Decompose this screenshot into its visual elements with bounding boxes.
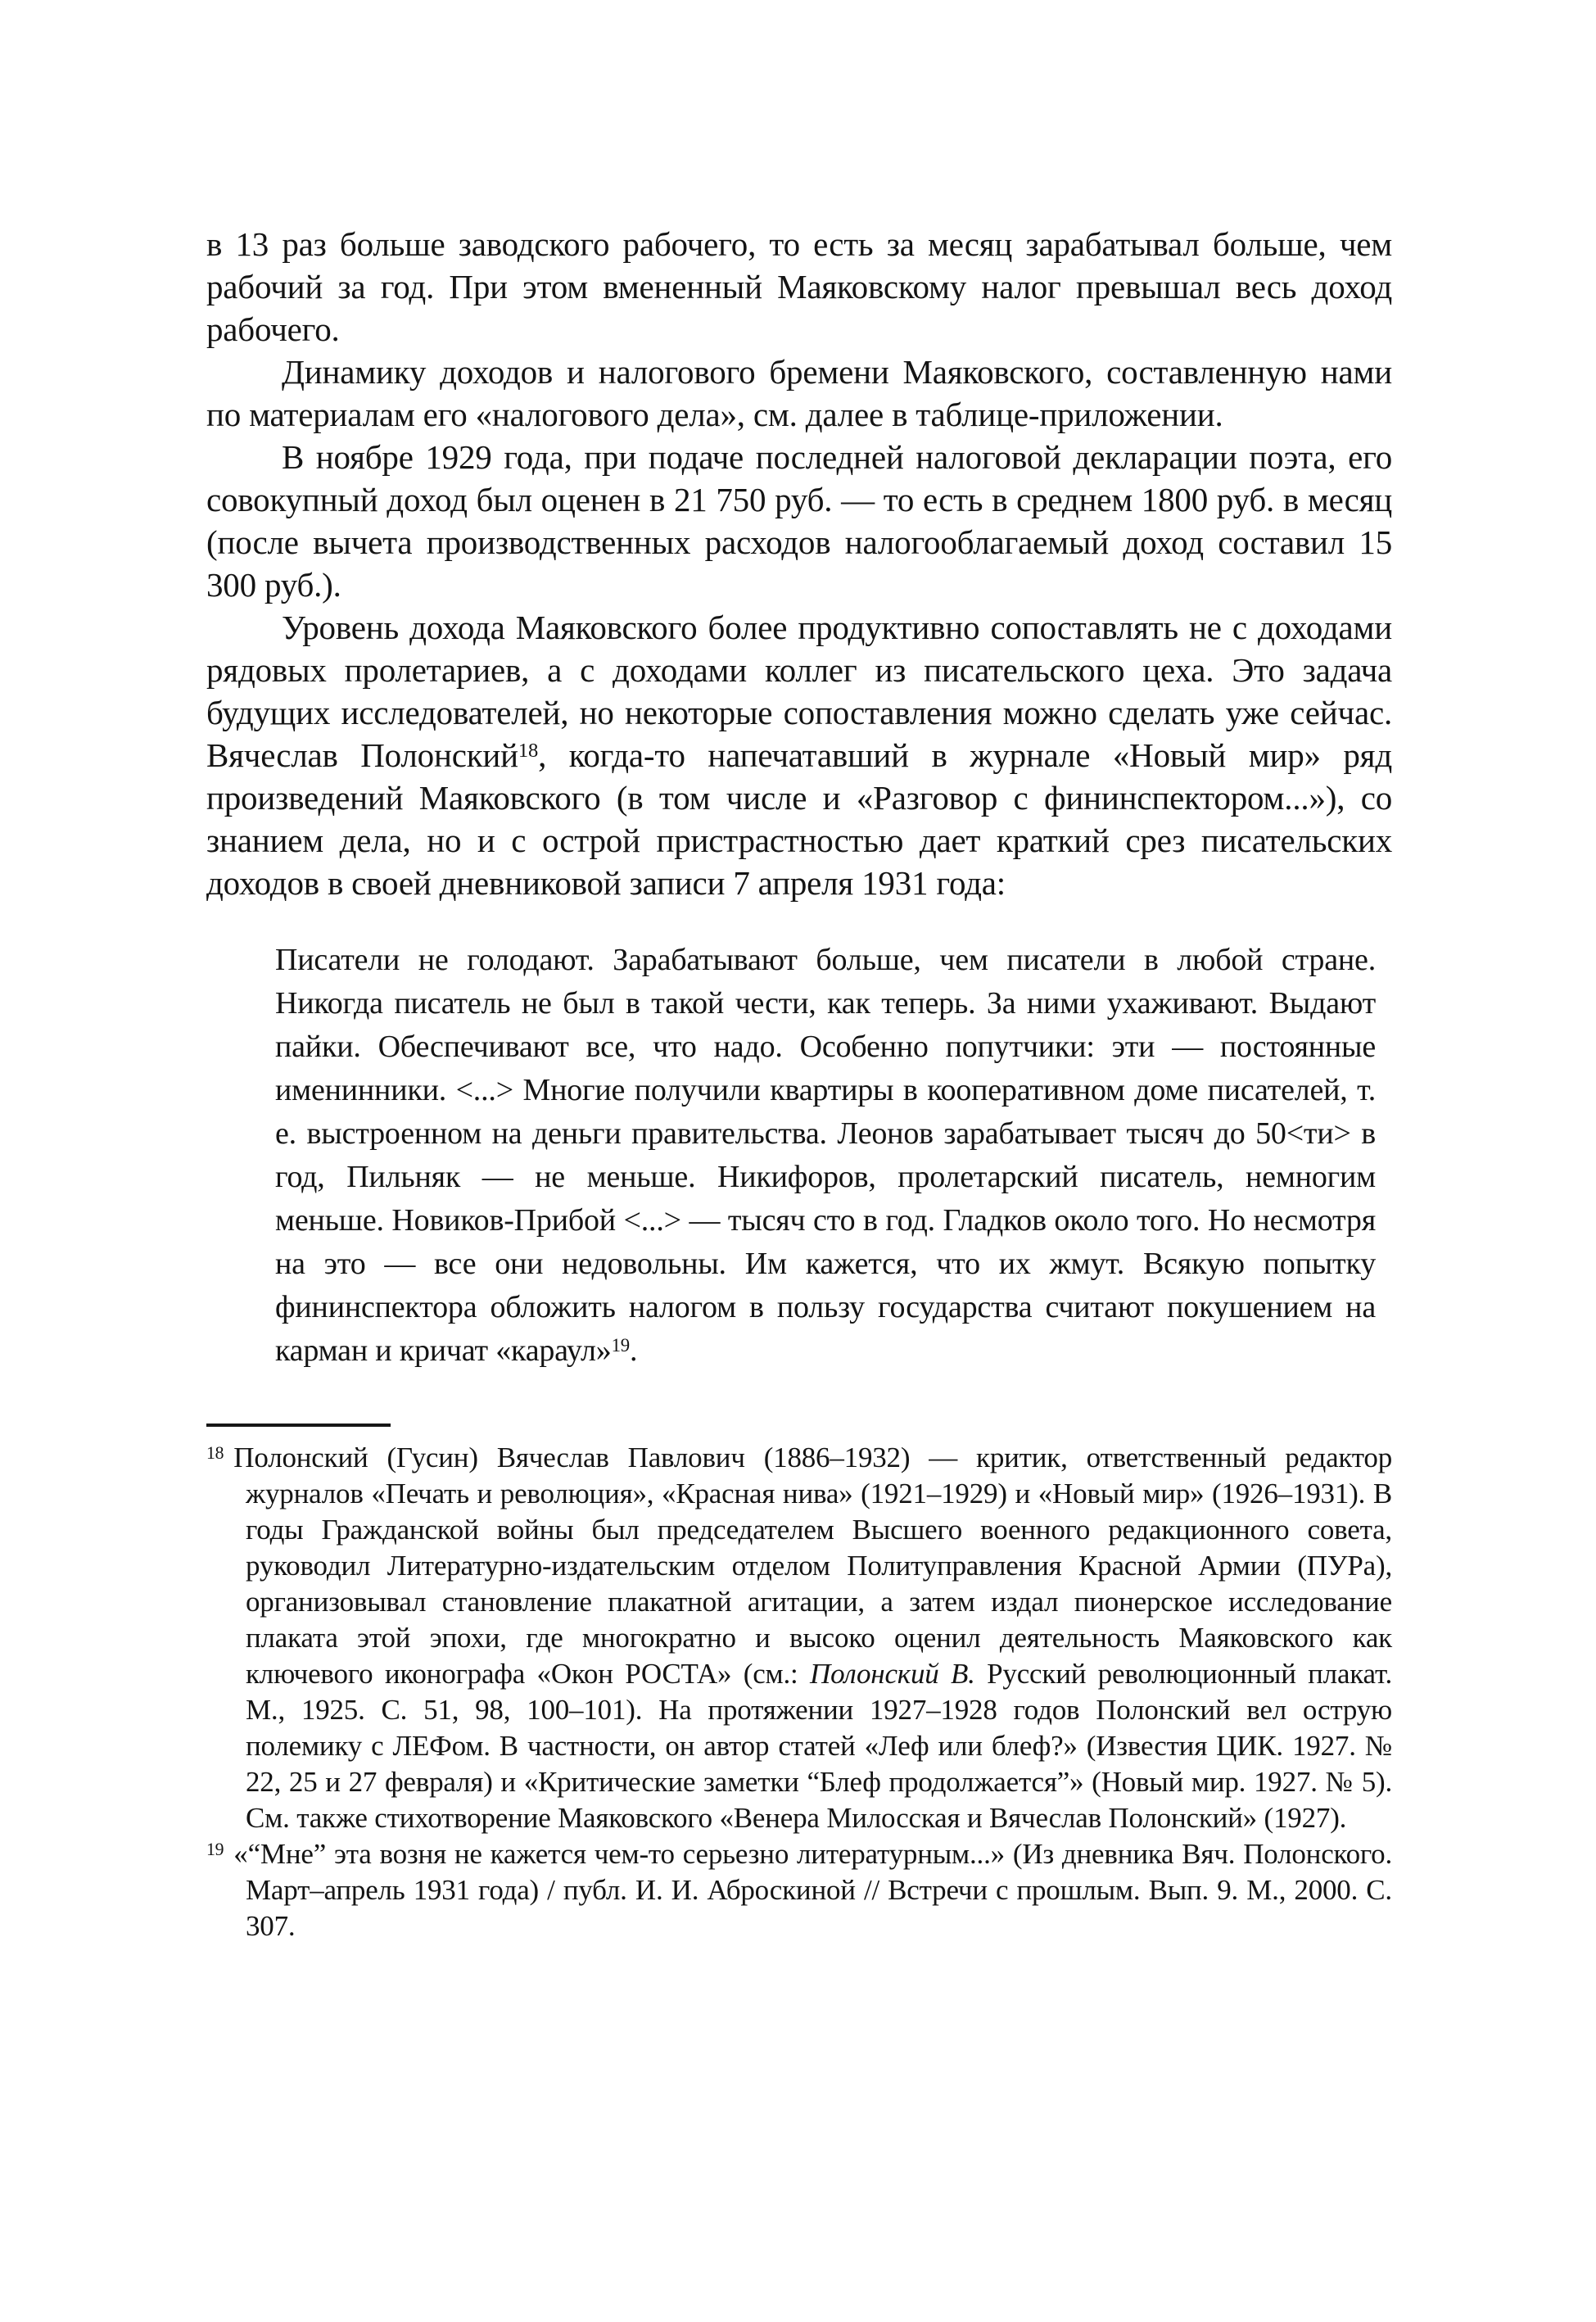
footnote-19-text: «“Мне” эта возня не кажется чем-то серьезно литературным...» (Из дневника Вяч. Полонского. Март–апрель 1931 года) / публ. И. И. Аброскиной // Встречи с прошлым. Вып. 9. М., 2000. С. 307. [233,1838,1392,1942]
diary-quote-period: . [630,1333,638,1368]
paragraph-continuation: в 13 раз больше заводского рабочего, то есть за месяц зарабатывал больше, чем рабочий за год. При этом вмененный Маяковскому налог превышал весь доход рабочего. [206,225,1392,348]
footnote-ref-19: 19 [611,1335,630,1356]
paragraph-polonsky-text-before: Уровень дохода Маяковского более продуктивно сопоставлять не с доходами рядовых пролетариев, а с доходами коллег из писательского цеха. Это задача будущих исследователей, но некоторые сопоставления можно сделать уже сейчас. Вячеслав Полонский [206,609,1392,774]
footnote-18 [206,1440,1392,1836]
footnote-19-marker: 19 [206,1840,224,1860]
diary-quote-text: Писатели не голодают. Зарабатывают больше, чем писатели в любой стране. Никогда писатель не был в такой чести, как теперь. За ними ухаживают. Выдают пайки. Обеспечивают все, что надо. Особенно попутчики: эти — постоянные именинники. <...> Многие получили квартиры в кооперативном доме писателей, т. е. выстроенном на деньги правительства. Леонов зарабатывает тысяч до 50<ти> в год, Пильняк — не меньше. Никифоров, пролетарский писатель, немногим меньше. Новиков-Прибой <...> — тысяч сто в год. Гладков около того. Но несмотря на это — все они недовольны. Им кажется, что их жмут. Всякую попытку фининспектора обложить налогом в пользу государства считают покушением на карман и кричат «караул» [275,943,1376,1368]
footnote-18-text-before-italic: Полонский (Гусин) Вячеслав Павлович (1886–1932) — критик, ответственный редактор журналов «Печать и революция», «Красная нива» (1921–1929) и «Новый мир» (1926–1931). В годы Гражданской войны был председателем Высшего военного редакционного совета, руководил Литературно-издательским отделом Политуправления Красной Армии (ПУРа), организовывал становление плакатной агитации, а затем издал пионерское исследование плаката этой эпохи, где многократно и высоко оценил деятельность Маяковского как ключевого иконографа «Окон РОСТА» (см.: [233,1442,1392,1690]
paragraph-polonsky [206,606,1392,904]
footnote-18-italic-author: Полонский В. [810,1658,975,1690]
page-text-column [206,223,1392,1944]
footnote-separator-rule [206,1424,391,1427]
footnote-18-text-after-italic: Русский революционный плакат. М., 1925. С. 51, 98, 100–101). На протяжении 1927–1928 годов Полонский вел острую полемику с ЛЕФом. В частности, он автор статей «Леф или блеф?» (Известия ЦИК. 1927. № 22, 25 и 27 февраля) и «Критические заметки “Блеф продолжается”» (Новый мир. 1927. № 5). См. также стихотворение Маяковского «Венера Милосская и Вячеслав Полонский» (1927). [246,1658,1392,1834]
footnote-19 [206,1836,1392,1944]
paragraph-polonsky-text-after: , когда-то напечатавший в журнале «Новый мир» ряд произведений Маяковского (в том числе и «Разговор с фининспектором...»), со знанием дела, но и с острой пристрастностью дает краткий срез писательских доходов в своей дневниковой записи 7 апреля 1931 года: [206,736,1392,902]
paragraph-dynamics: Динамику доходов и налогового бремени Маяковского, составленную нами по материалам его «налогового дела», см. далее в таблице-приложении. [206,353,1392,433]
footnote-18-marker: 18 [206,1443,224,1464]
diary-quote [275,939,1376,1373]
paragraph-november-1929: В ноябре 1929 года, при подаче последней налоговой декларации поэта, его совокупный доход был оценен в 21 750 руб. — то есть в среднем 1800 руб. в месяц (после вычета производственных расходов налогооблагаемый доход составил 15 300 руб.). [206,438,1392,604]
footnotes-section [206,1424,1392,1944]
footnote-ref-18: 18 [518,740,539,763]
